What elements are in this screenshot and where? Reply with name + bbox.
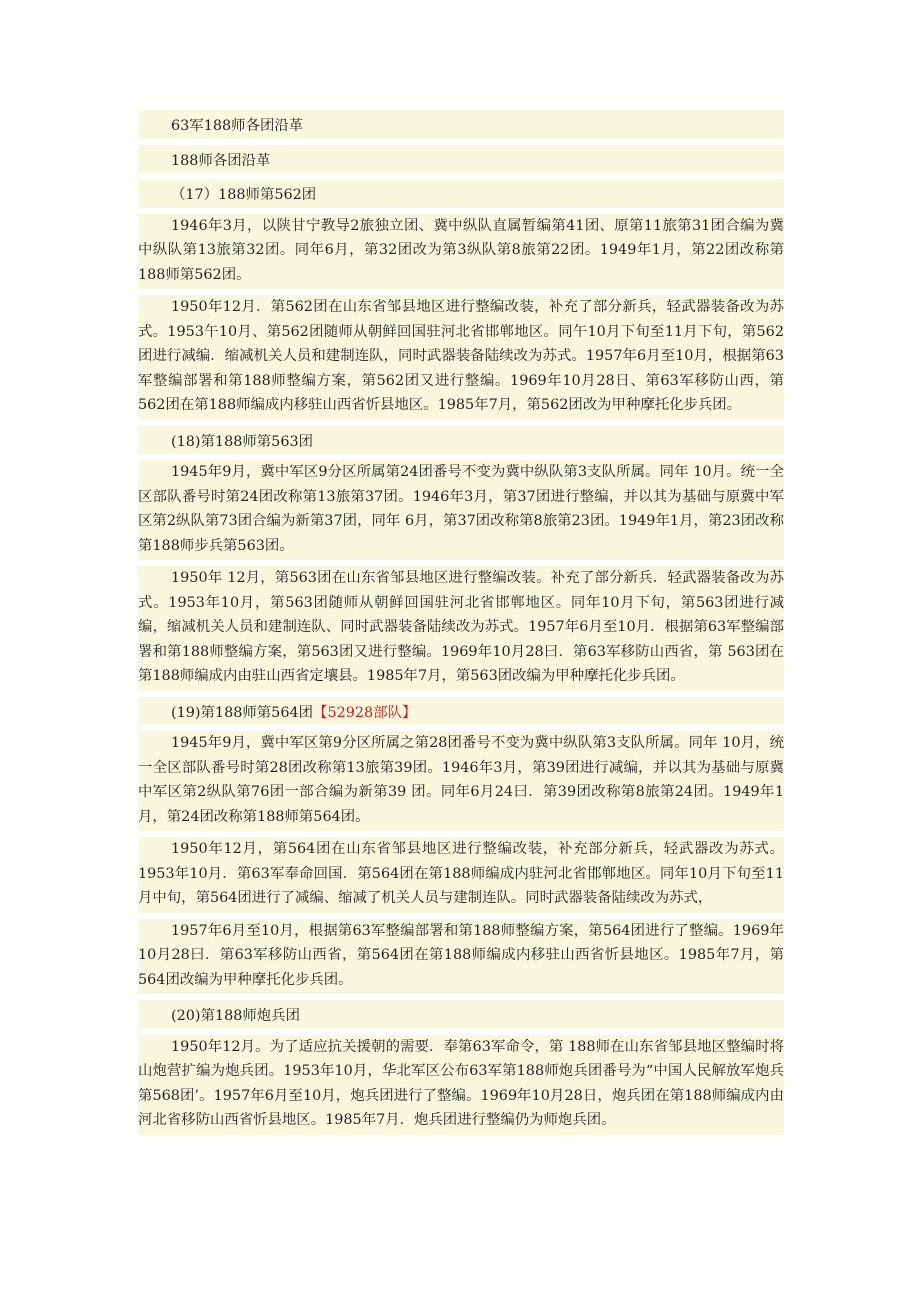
document-title-block [138,110,784,139]
document-page [138,110,784,1141]
paragraph-563-1: 1945年9月，冀中军区9分区所属第24团番号不变为冀中纵队第3支队所属。同年 10月。统一全区部队番号时第24团改称第13旅第37团。1946年3月，第37团进行整编，并以其为基础与原冀中军区第2纵队第73团合编为新第37团，同年 6月，第37团改称第8旅第23团。1949年1月，第23团改称第188师步兵第563团。 [138,460,784,560]
paragraph-564-3: 1957年6月至10月，根据第63军整编部署和第188师整编方案，第564团进行了整编。1969年10月28曰．第63军移防山西省，第564团在第188师编成内移驻山西省忻县地区。1985年7月，第564团改编为甲种摩托化步兵团。 [138,919,784,995]
document-title: 63军188师各团沿革 [171,118,304,134]
section-heading-block [138,426,784,455]
section-heading-block [138,697,784,726]
paragraph-562-1: 1946年3月，以陕甘宁教导2旅独立团、冀中纵队直属暂编第41团、原第11旅第31团合编为冀中纵队第13旅第32团。同年6月，第32团改为第3纵队第8旅第22团。1949年1月，第22团改称第188师第562团。 [138,214,784,290]
section-heading-block [138,179,784,208]
section-heading-block [138,1000,784,1029]
paragraph-564-2: 1950年12月，第564团在山东省邹县地区进行整编改装，补充部分新兵，轻武器改为苏式。1953年10月．第63军奉命回国．第564团在第188师编成内驻河北省邯郸地区。同年10月下旬至11月中旬，第564团进行了减编、缩减了机关人员与建制连队。同时武器装备陆续改为苏式， [138,837,784,913]
section-heading-564-line [138,701,784,726]
paragraph-562-2: 1950年12月．第562团在山东省邹县地区进行整编改装，补充了部分新兵，轻武器装备改为苏式。1953午10月、第562团随师从朝鲜回国驻河北省邯郸地区。同午10月下旬至11月下旬，第562团进行减编．缩减机关人员和建制连队，同时武器装备陆续改为苏式。1957年6月至10月，根据第63军整编部署和第188师整编方案，第562团又进行整编。1969年10月28日、第63军移防山西，第562团在第188师编成内移驻山西省忻县地区。1985年7月，第562团改为甲种摩托化步兵团。 [138,295,784,420]
paragraph-artillery-1: 1950年12月。为了适应抗关援朝的需要．奉第63军命令，第 188师在山东省邹县地区整编时将山炮营扩编为炮兵团。1953年10月，华北军区公布63军第188师炮兵团番号为“中国人民解放军炮兵第568团’。1957年6月至10月，炮兵团进行了整编。1969年10月28日，炮兵团在第188师编成内由河北省移防山西省忻县地区。1985年7月．炮兵团进行整编仍为师炮兵团。 [138,1035,784,1135]
section-heading-563: (18)第188师第563团 [171,433,314,450]
unit-code-link[interactable]: 【52928部队】 [313,704,417,721]
paragraph-563-2: 1950年 12月，第563团在山东省邹县地区进行整编改装。补充了部分新兵．轻武器装备改为苏式。1953年10月，第563团随师从朝鲜回国驻河北省邯郸地区。同年10月下旬，第563团进行减编，缩减机关人员和建制连队、同时武器装备陆续改为苏式。1957年6月至10月．根据第63军整编部署和第188师整编方案，第563团又进行整编。1969年10月28曰．第63军移防山西省，第 563团在第188师编成内由驻山西省定壤县。1985年7月，第563团改编为甲种摩托化步兵团。 [138,566,784,691]
section-heading-562: （17）188师第562团 [171,187,317,203]
document-subtitle-block [138,145,784,174]
paragraph-564-1: 1945年9月，冀中军区第9分区所属之第28团番号不变为冀中纵队第3支队所属。同年 10月，统一全区部队番号时第28团改称第13旅第39团。1946年3月，第39团进行减编，并以其为基础与原冀中军区第2纵队第76团一部合编为新第39 团。同年6月24曰．第39团改称第8旅第24团。1949年1月，第24团改称第188师第564团。 [138,731,784,831]
section-heading-artillery: (20)第188师炮兵团 [171,1008,300,1024]
document-subtitle: 188师各团沿革 [171,152,271,169]
section-heading-564: (19)第188师第564团 [171,704,314,721]
